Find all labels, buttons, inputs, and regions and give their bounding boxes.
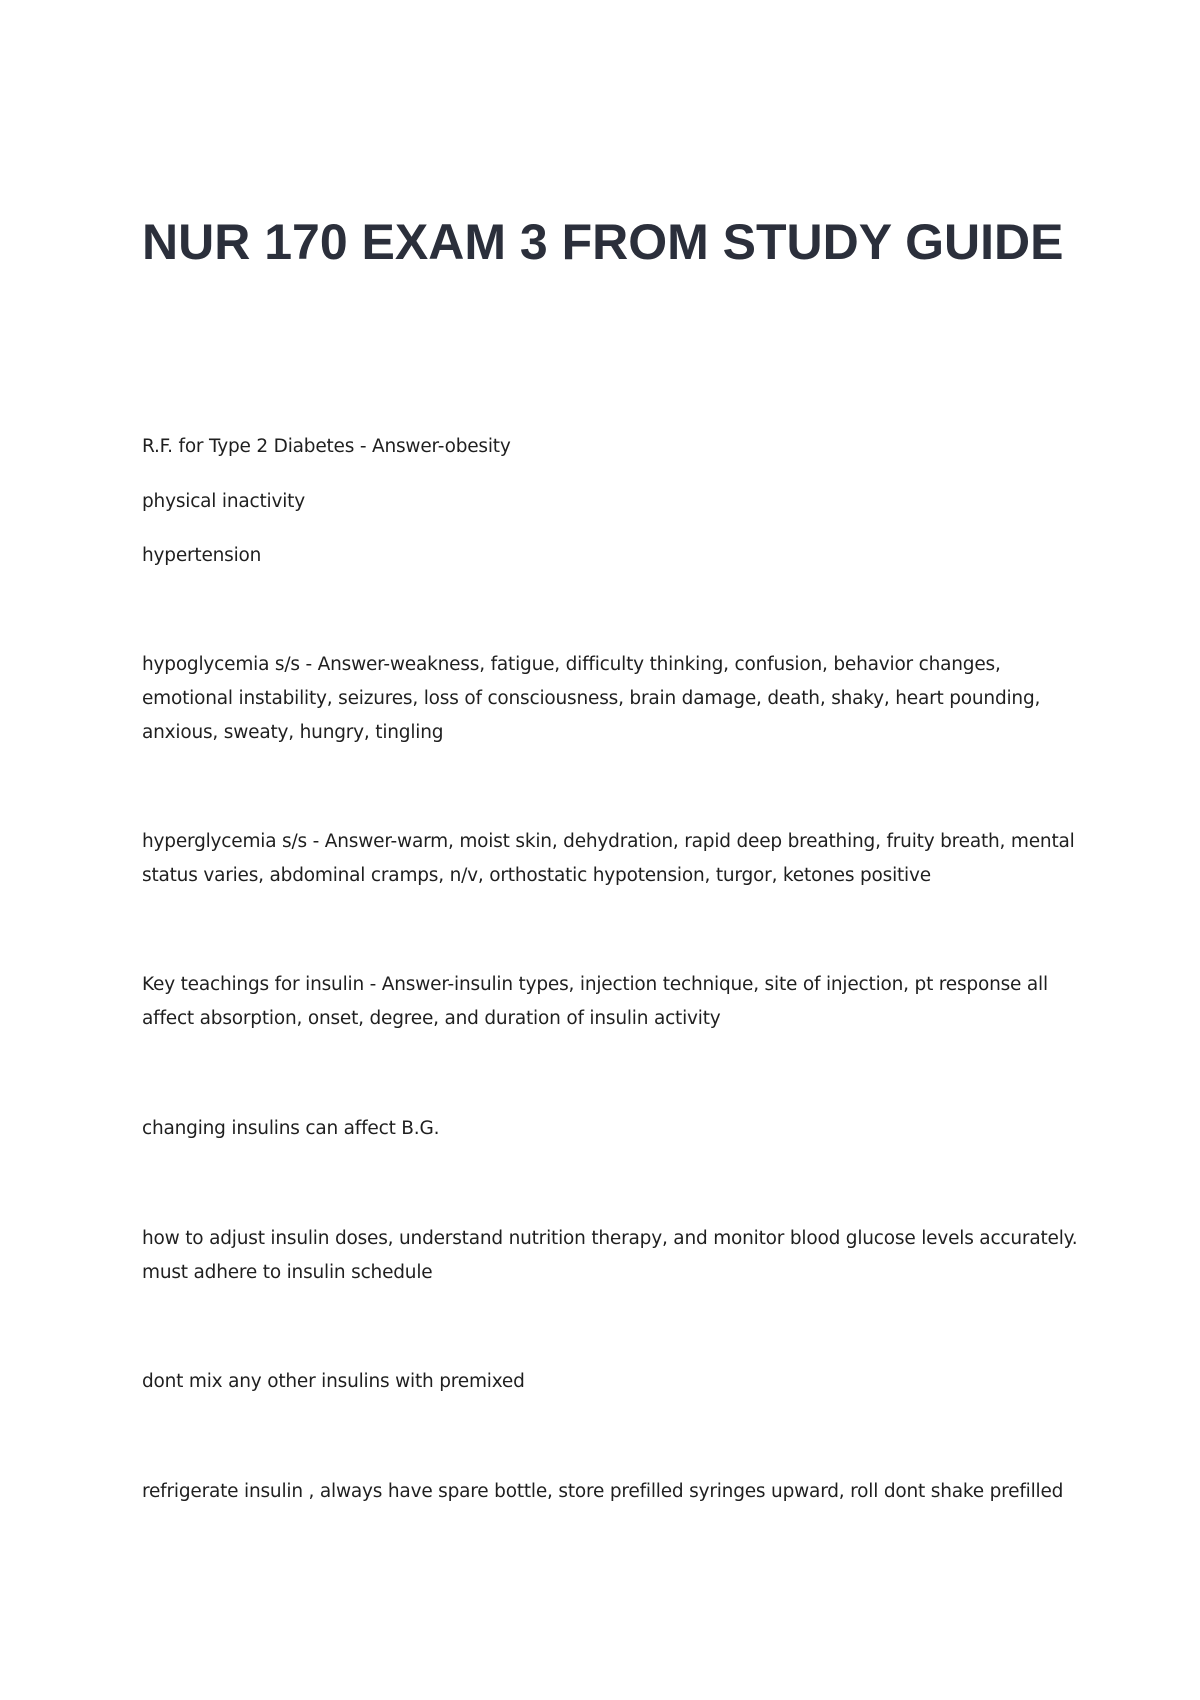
text-line: physical inactivity — [142, 491, 305, 512]
text-line: R.F. for Type 2 Diabetes - Answer-obesity — [142, 436, 511, 457]
text-line: hypoglycemia s/s - Answer-weakness, fatigue, difficulty thinking, confusion, behavior changes, — [142, 654, 1001, 675]
text-line: hyperglycemia s/s - Answer-warm, moist skin, dehydration, rapid deep breathing, fruity breath, mental — [142, 831, 1075, 852]
paragraph-adjust-doses — [142, 1222, 1078, 1290]
text-line: must adhere to insulin schedule — [142, 1262, 433, 1283]
text-line: Key teachings for insulin - Answer-insulin types, injection technique, site of injection, pt response all — [142, 974, 1048, 995]
paragraph-premixed — [142, 1365, 1072, 1399]
text-line: status varies, abdominal cramps, n/v, orthostatic hypotension, turgor, ketones positive — [142, 865, 931, 886]
document-title: NUR 170 EXAM 3 FROM STUDY GUIDE — [142, 214, 1064, 270]
text-line: dont mix any other insulins with premixed — [142, 1371, 525, 1392]
paragraph-hypertension — [142, 539, 1072, 573]
paragraph-key-teachings — [142, 968, 1072, 1036]
text-line: anxious, sweaty, hungry, tingling — [142, 722, 444, 743]
paragraph-refrigerate — [142, 1475, 1072, 1509]
paragraph-risk-factors — [142, 430, 1072, 464]
paragraph-hypoglycemia — [142, 648, 1072, 750]
text-line: refrigerate insulin , always have spare bottle, store prefilled syringes upward, roll dont shake prefilled — [142, 1481, 1064, 1502]
text-line: changing insulins can affect B.G. — [142, 1118, 440, 1139]
paragraph-hyperglycemia — [142, 825, 1075, 893]
text-line: emotional instability, seizures, loss of consciousness, brain damage, death, shaky, heart pounding, — [142, 688, 1041, 709]
paragraph-physical-inactivity — [142, 485, 1072, 519]
text-line: hypertension — [142, 545, 262, 566]
text-line: how to adjust insulin doses, understand nutrition therapy, and monitor blood glucose levels accurately. — [142, 1228, 1078, 1249]
paragraph-changing-insulins — [142, 1112, 1072, 1146]
text-line: affect absorption, onset, degree, and duration of insulin activity — [142, 1008, 721, 1029]
